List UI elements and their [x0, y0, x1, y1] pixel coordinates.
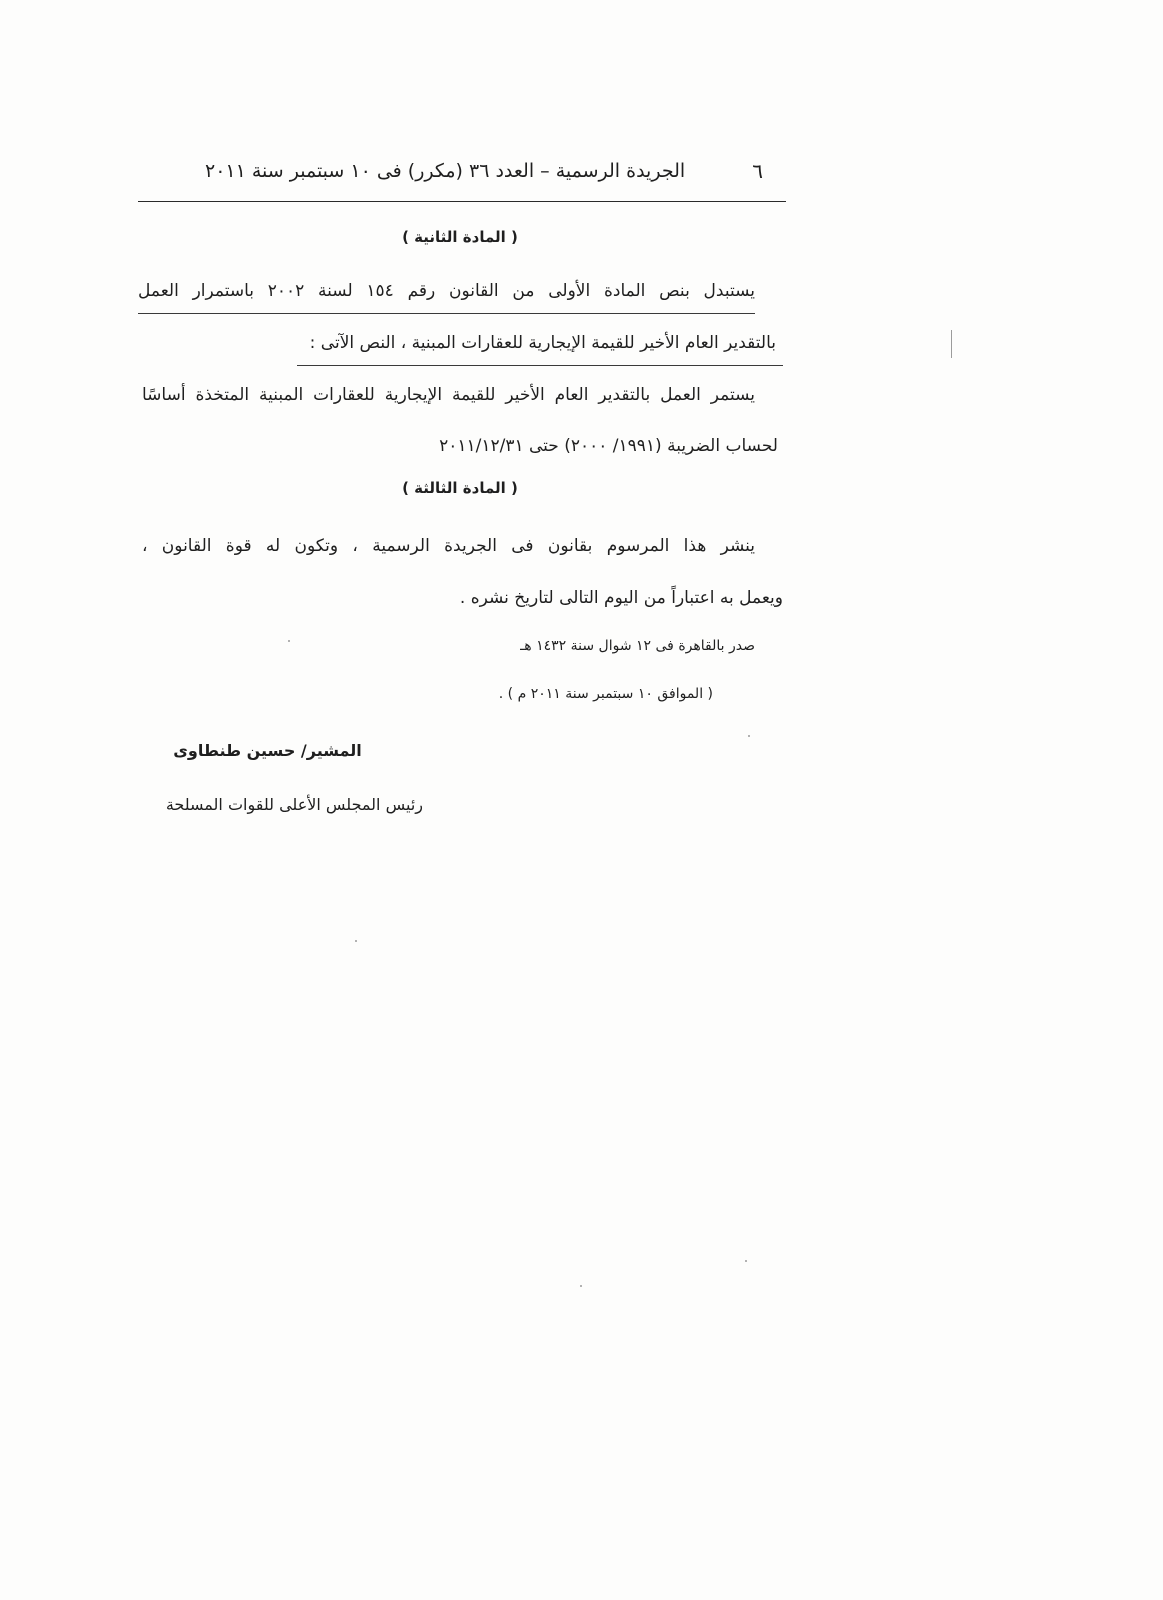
underline-2	[297, 365, 783, 366]
article-two-heading: ( المادة الثانية )	[402, 228, 518, 246]
scan-mark	[951, 330, 952, 358]
signatory-title: رئيس المجلس الأعلى للقوات المسلحة	[165, 795, 423, 814]
header-divider	[138, 201, 786, 202]
scan-speck	[580, 1285, 582, 1287]
article-two-line-3: يستمر العمل بالتقدير العام الأخير للقيمة الإيجارية للعقارات المبنية المتخذة أساسًا	[142, 385, 755, 405]
article-two-line-1: يستبدل بنص المادة الأولى من القانون رقم ١٥٤ لسنة ٢٠٠٢ باستمرار العمل	[138, 281, 755, 301]
article-three-heading: ( المادة الثالثة )	[402, 479, 518, 497]
article-three-line-2: ويعمل به اعتباراً من اليوم التالى لتاريخ نشره .	[459, 588, 783, 608]
scan-speck	[355, 940, 357, 942]
hijri-date-line: صدر بالقاهرة فى ١٢ شوال سنة ١٤٣٢ هـ	[520, 638, 755, 654]
page-number: ٦	[752, 159, 763, 183]
signatory-name: المشير/ حسين طنطاوى	[173, 741, 362, 760]
scan-speck	[748, 735, 750, 737]
scan-speck	[288, 640, 290, 642]
scan-speck	[745, 1260, 747, 1262]
underline-1	[138, 313, 755, 314]
article-two-line-2: بالتقدير العام الأخير للقيمة الإيجارية للعقارات المبنية ، النص الآتى :	[309, 333, 776, 353]
article-three-line-1: ينشر هذا المرسوم بقانون فى الجريدة الرسمية ، وتكون له قوة القانون ،	[142, 536, 755, 556]
article-two-line-4: لحساب الضريبة (١٩٩١/ ٢٠٠٠) حتى ٢٠١١/١٢/٣١	[439, 436, 778, 456]
gregorian-date-line: ( الموافق ١٠ سبتمبر سنة ٢٠١١ م ) .	[498, 686, 713, 702]
page-header	[205, 156, 763, 186]
gazette-title: الجريدة الرسمية – العدد ٣٦ (مكرر) فى ١٠ سبتمبر سنة ٢٠١١	[205, 160, 686, 182]
